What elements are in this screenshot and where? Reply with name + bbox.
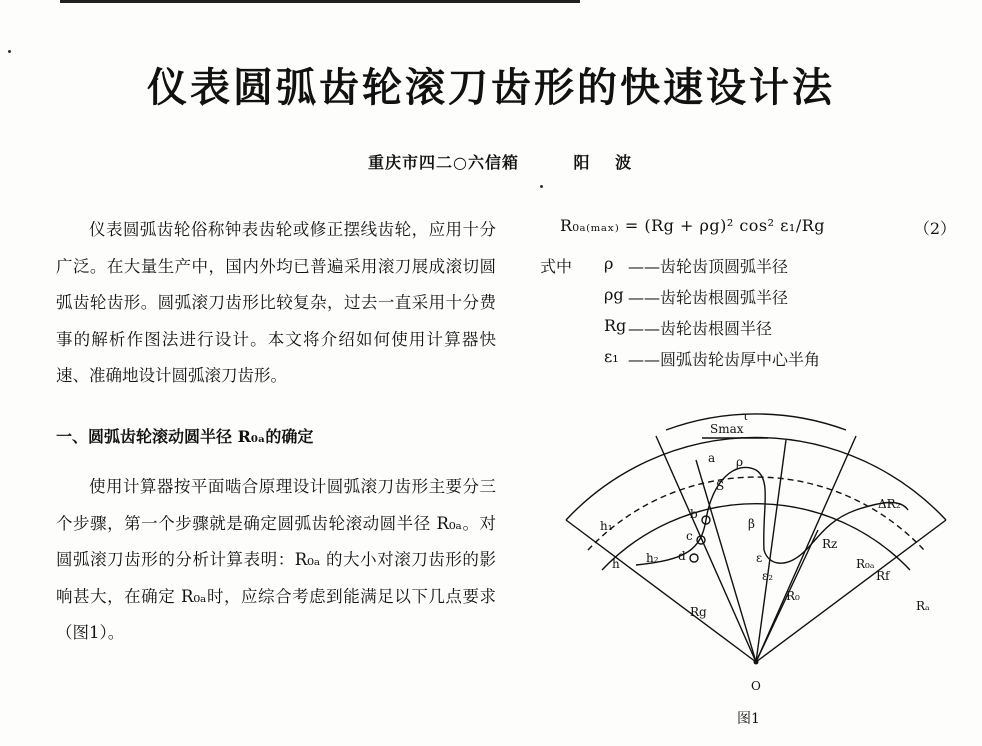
label-beta: β [748,517,755,531]
section-paragraph: 使用计算器按平面啮合原理设计圆弧滚刀齿形主要分三个步骤，第一个步骤就是确定圆弧齿轮滚动圆半径 R₀ₐ。对圆弧滚刀齿形的分析计算表明：R₀ₐ 的大小对滚刀齿形的影响甚大，在确定 R₀ₐ时，应综合考虑到能满足以下几点要求（图1）。 [56,477,496,642]
definition-row [540,285,970,316]
definition-symbol: ρg [604,285,624,304]
definition-text: ——齿轮齿根圆半径 [628,319,773,338]
label-rg: Rg [690,605,707,619]
affiliation: 重庆市四二○六信箱 [368,153,519,172]
definition-text: ——齿轮齿顶圆弧半径 [628,257,789,276]
label-rf: Rf [876,569,890,583]
definition-row [540,316,970,347]
label-tau: τ [742,409,749,423]
byline [368,150,641,173]
label-h1: h₁ [600,519,613,533]
formula-expression: R₀ₐ₍ₘₐₓ₎ = (Rg + ρg)² cos² ε₁/Rg [560,216,826,235]
author: 阳 波 [573,153,642,172]
definition-symbol: ρ [604,254,614,273]
definition-row [540,347,970,378]
definition-row [540,254,970,285]
scan-speck [8,50,11,53]
scan-speck [540,185,543,188]
label-b: b [690,507,698,521]
radial-line [756,520,946,662]
label-d: d [678,549,686,563]
right-column [540,216,970,378]
symbol-definitions [540,254,970,378]
definition-symbol: Rg [604,316,627,335]
formula-number: （2） [913,219,956,238]
definition-text: ——圆弧齿轮齿厚中心半角 [628,350,821,369]
label-s: S [716,479,725,493]
label-rz: Rz [822,537,838,551]
radial-line [656,436,756,662]
label-eps2: ε₂ [762,569,774,583]
label-o: O [751,679,761,693]
radial-line [696,460,756,662]
label-rho: ρ [736,455,744,469]
intro-paragraph: 仪表圆弧齿轮俗称钟表齿轮或修正摆线齿轮，应用十分广泛。在大量生产中，国内外均已普遍采用滚刀展成滚切圆弧齿轮齿形。圆弧滚刀齿形比较复杂，过去一直采用十分费事的解析作图法进行设计。本文将介绍如何使用计算器快速、准确地设计圆弧滚刀齿形。 [56,220,496,385]
top-rule [60,0,580,3]
label-smax: Smax [710,422,744,436]
label-c: c [686,529,693,543]
contact-point-d [690,554,698,562]
section-heading: 一、圆弧齿轮滚动圆半径 R₀ₐ的确定 [56,426,314,446]
radial-line [566,520,756,662]
gear-hob-figure [556,400,956,700]
left-column [56,212,496,652]
label-r0a: R₀ₐ [856,557,875,571]
figure-caption: 图1 [737,711,760,727]
label-h: h [612,557,620,571]
label-r0: R₀ [786,589,800,603]
label-a: a [708,451,716,465]
center-point [754,660,759,665]
label-h2: h₂ [646,551,659,565]
formula-2 [540,216,970,246]
definition-text: ——齿轮齿根圆弧半径 [628,288,789,307]
label-ra: Rₐ [916,599,930,613]
label-eps: ε [756,551,763,565]
definition-symbol: ε₁ [604,347,619,366]
definition-lead: 式中 [540,257,573,276]
article-title: 仪表圆弧齿轮滚刀齿形的快速设计法 [147,65,835,111]
pitch-dimension-arc [666,414,846,430]
label-dr2: ΔR₂ [878,497,901,511]
